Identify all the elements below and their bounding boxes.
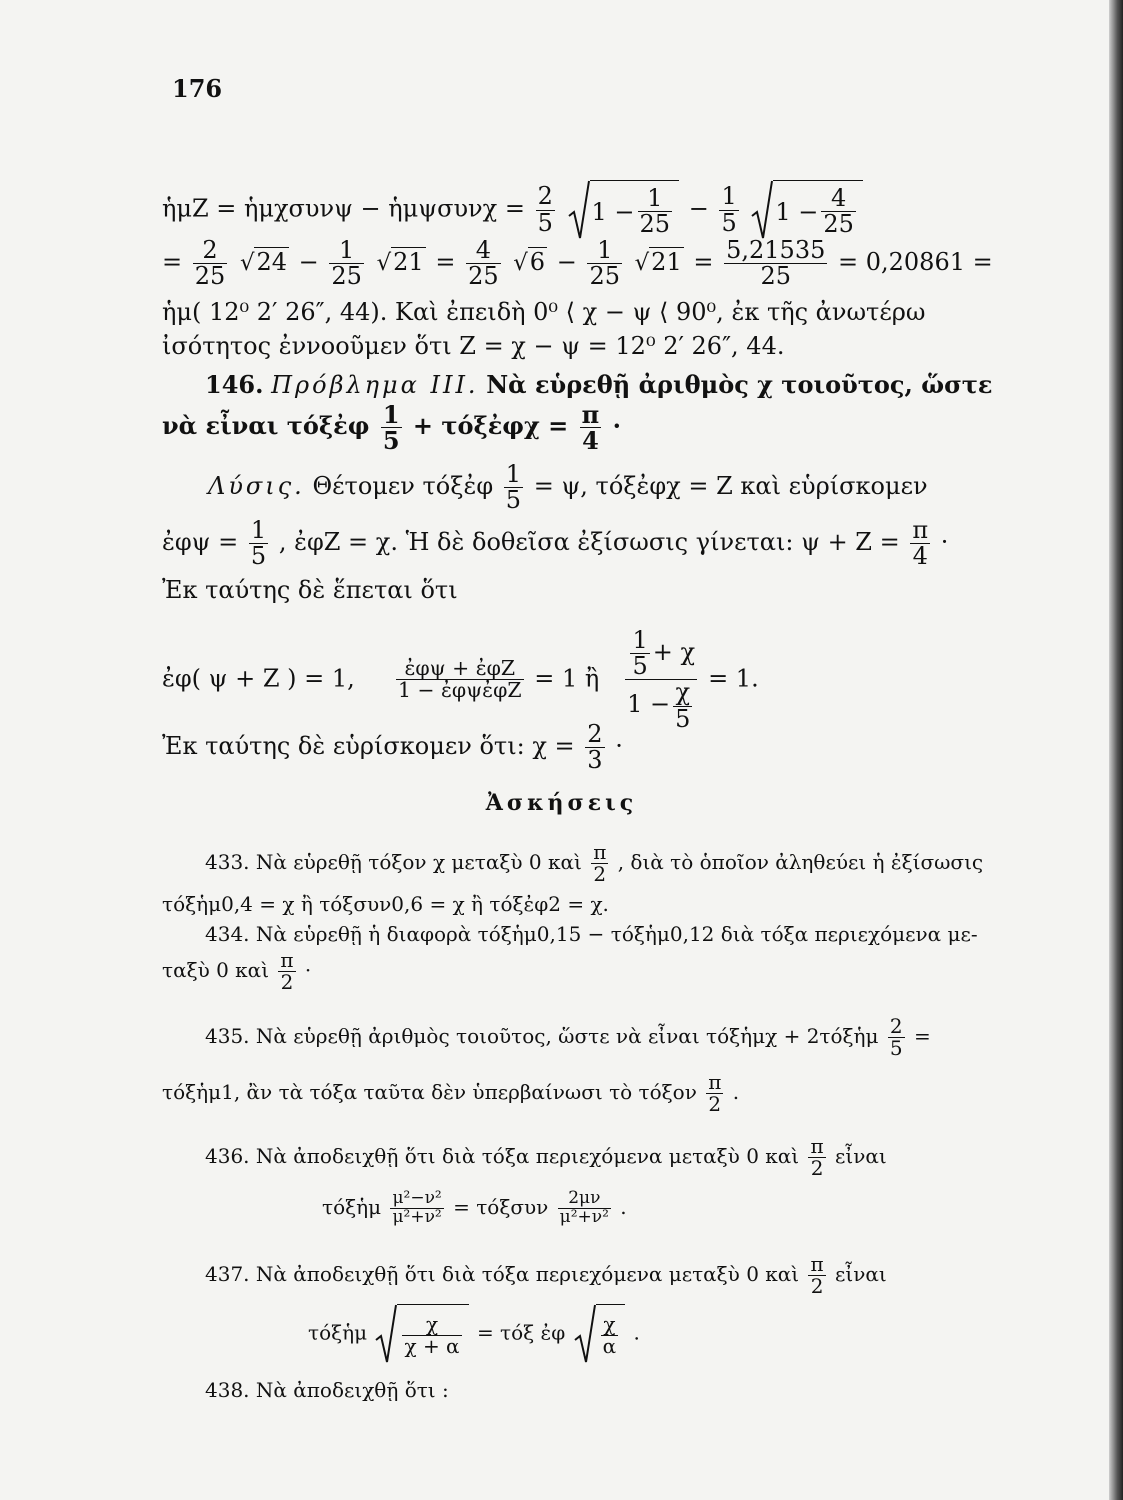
equation-line-2: = $\frac{2}{25}$ √24 − $\frac{1}{25}$ √21 = $\frac{4}{25}$ √6 − $\frac{1}{25}$ √21 = $\frac{5,21535}{25}$ = 0,20861 =	[162, 236, 993, 291]
text-line-9: Ἐκ ταύτης δὲ ἕπεται ὅτι	[162, 576, 458, 604]
exercise-436: 436. Νὰ ἀποδειχθῇ ὅτι διὰ τόξα περιεχόμενα μεταξὺ 0 καὶ $\frac{\pi}{2}$ εἶναι	[205, 1134, 887, 1180]
exercise-435: 435. Νὰ εὑρεθῇ ἀριθμὸς τοιοῦτος, ὥστε νὰ εἶναι τόξἡμχ + 2τόξἡμ $\frac{2}{5}$ =	[205, 1014, 931, 1060]
page-edge-shadow	[1109, 0, 1123, 1500]
exercise-434: 434. Νὰ εὑρεθῇ ἡ διαφορὰ τόξἡμ0,15 − τόξἡμ0,12 διὰ τόξα περιεχόμενα με-	[205, 922, 978, 946]
problem-146-statement: νὰ εἶναι τόξἐφ $\frac{1}{5}$ + τόξἐφχ = $\frac{\pi}{4}$ ·	[162, 400, 621, 456]
equation-lhs: ἡμΖ = ἡμχσυνψ − ἡμψσυνχ =	[162, 194, 525, 223]
square-root: √24	[239, 248, 288, 277]
problem-146-heading: 146. Πρόβλημα ΙΙΙ. Νὰ εὑρεθῇ ἀριθμὸς χ τοιοῦτος, ὥστε	[205, 370, 993, 399]
text-line-3: ἡμ( 12⁰ 2′ 26″, 44). Καὶ ἐπειδὴ 0⁰ ⟨ χ − ψ ⟨ 90⁰, ἐκ τῆς ἀνωτέρω	[162, 298, 926, 326]
text-line-4: ἰσότητος ἐννοοῦμεν ὅτι Ζ = χ − ψ = 12⁰ 2′ 26″, 44.	[162, 332, 785, 360]
exercise-433-cont: τόξἡμ0,4 = χ ἢ τόξσυν0,6 = χ ἢ τόξἐφ2 = χ.	[162, 892, 609, 916]
exercise-437-formula: τόξἡμ $\frac{\chi}{\chi + \alpha}$ = τόξ ἐφ $\frac{\chi}{\alpha}$ .	[308, 1304, 640, 1364]
exercise-436-formula: τόξἡμ $\frac{\text{μ²−ν²}}{\text{μ²+ν²}}$ = τόξσυν $\frac{2\mu\nu}{\text{μ²+ν²}}$ .	[322, 1188, 627, 1227]
fraction: $\frac{2}{5}$	[537, 182, 553, 237]
fraction: $\frac{1}{5}$	[721, 182, 737, 237]
equation-line-10: ἐφ( ψ + Ζ ) = 1, $\frac{\text{ἐφψ + ἐφΖ}}{\text{1 − ἐφψἐφΖ}}$ = 1 ἢ $\frac{1}{5}$ + χ 1 − $\frac{\chi}{5}$ = 1.	[162, 626, 759, 733]
square-root: 1 − $\frac{1}{25}$	[568, 180, 680, 240]
square-root: √6	[513, 248, 546, 277]
square-root: $\frac{\chi}{\chi + \alpha}$	[375, 1304, 468, 1364]
solution-line: Λύσις. Θέτομεν τόξἐφ $\frac{1}{5}$ = ψ, τόξἐφχ = Ζ καὶ εὑρίσκομεν	[208, 460, 928, 515]
equation-line-1: ἡμΖ = ἡμχσυνψ − ἡμψσυνχ = $\frac{2}{5}$ 1 − $\frac{1}{25}$ − $\frac{1}{5}$ 1 − $\frac{4}{25}$	[162, 180, 865, 240]
exercise-437: 437. Νὰ ἀποδειχθῇ ὅτι διὰ τόξα περιεχόμενα μεταξὺ 0 καὶ $\frac{\pi}{2}$ εἶναι	[205, 1252, 887, 1298]
complex-fraction: $\frac{1}{5}$ + χ 1 − $\frac{\chi}{5}$	[625, 628, 697, 732]
square-root: √21	[634, 248, 682, 277]
square-root: √21	[376, 248, 424, 277]
square-root: $\frac{\chi}{\alpha}$	[574, 1304, 626, 1364]
exercise-438: 438. Νὰ ἀποδειχθῇ ὅτι :	[205, 1378, 449, 1402]
exercise-433: 433. Νὰ εὑρεθῇ τόξον χ μεταξὺ 0 καὶ $\frac{\pi}{2}$ , διὰ τὸ ὁποῖον ἀληθεύει ἡ ἐξίσωσις	[205, 840, 984, 886]
exercise-435-cont: τόξἡμ1, ἂν τὰ τόξα ταῦτα δὲν ὑπερβαίνωσι τὸ τόξον $\frac{\pi}{2}$ .	[162, 1070, 740, 1116]
exercise-434-cont: ταξὺ 0 καὶ $\frac{\pi}{2}$ ·	[162, 948, 312, 994]
exercises-heading: Ἀσκήσεις	[485, 790, 638, 816]
square-root: 1 − $\frac{4}{25}$	[751, 180, 863, 240]
text-line-8: ἐφψ = $\frac{1}{5}$ , ἐφΖ = χ. Ἡ δὲ δοθεῖσα ἐξίσωσις γίνεται: ψ + Ζ = $\frac{\pi}{4}$ ·	[162, 516, 949, 571]
text-line-11: Ἐκ ταύτης δὲ εὑρίσκομεν ὅτι: χ = $\frac{2}{3}$ ·	[162, 720, 623, 775]
page-number: 176	[172, 74, 223, 103]
